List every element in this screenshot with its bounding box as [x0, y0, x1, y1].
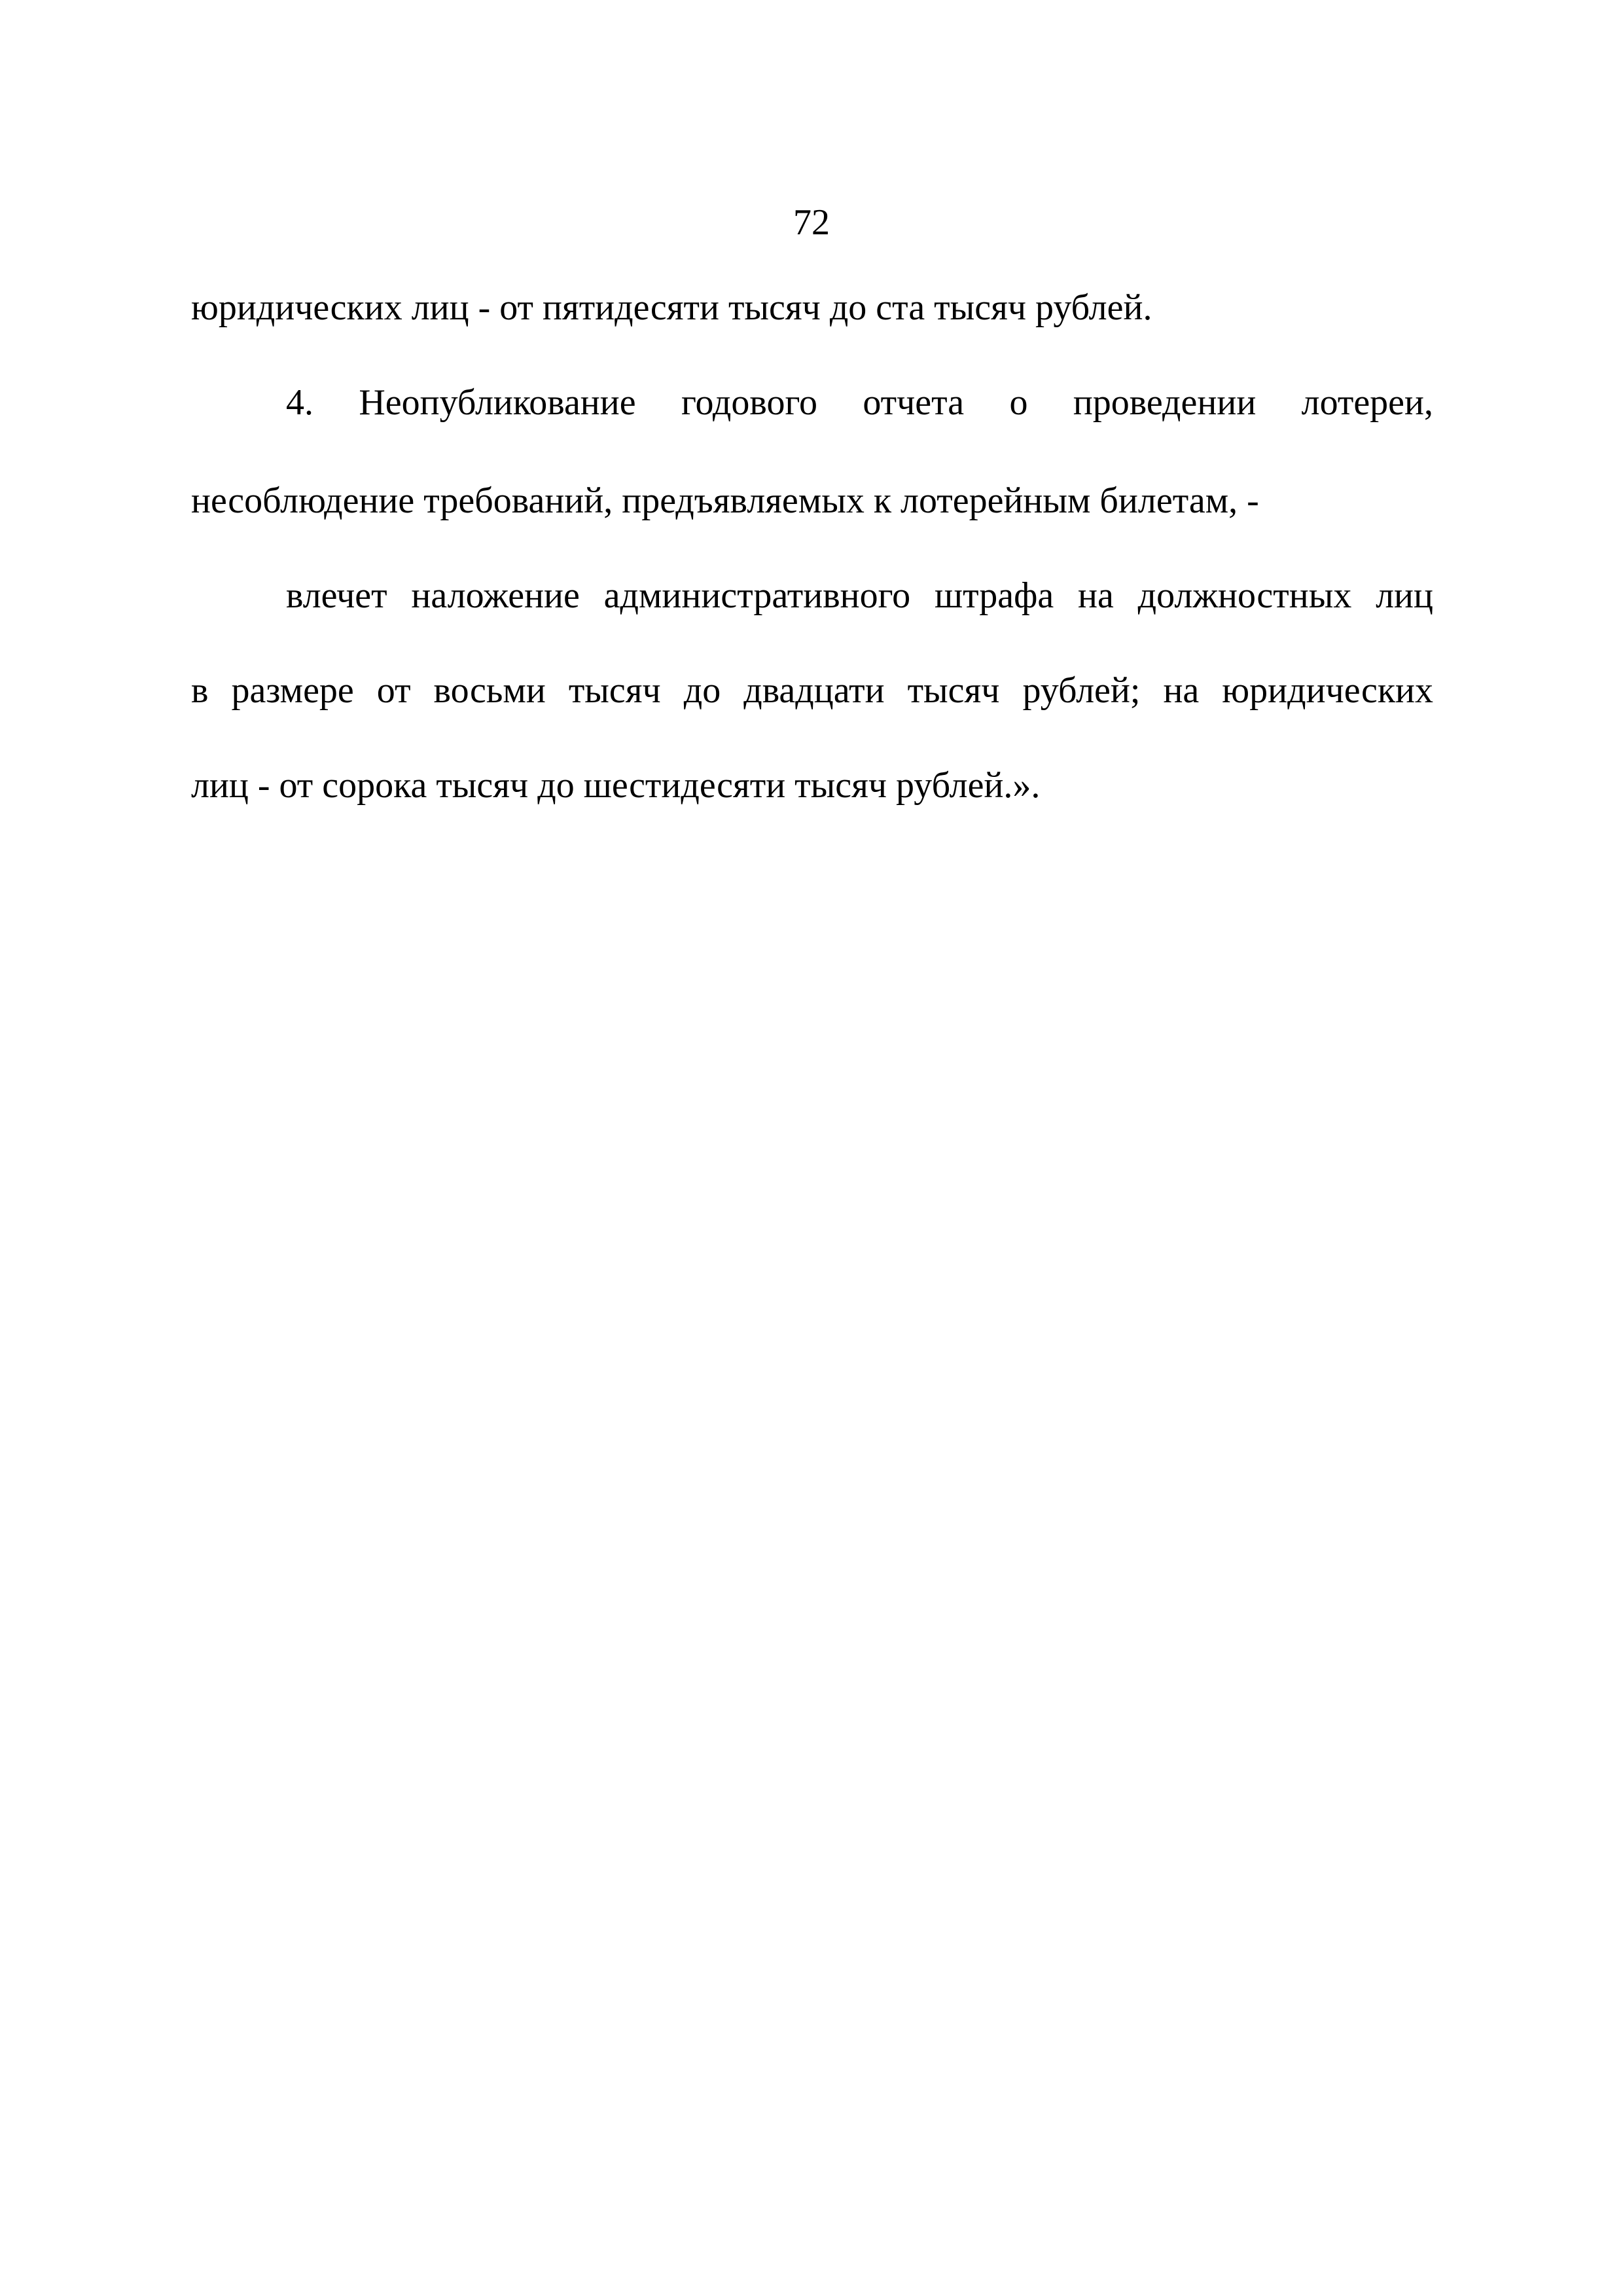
text-line-1: юридических лиц - от пятидесяти тысяч до ста тысяч рублей.: [191, 287, 1152, 328]
page-number: 72: [793, 202, 830, 243]
text-line-5: в размере от восьми тысяч до двадцати тысяч рублей; на юридических: [191, 670, 1433, 711]
text-line-2: 4. Неопубликование годового отчета о проведении лотереи,: [286, 382, 1433, 423]
text-line-4: влечет наложение административного штрафа на должностных лиц: [286, 575, 1433, 616]
text-line-6: лиц - от сорока тысяч до шестидесяти тысяч рублей.».: [191, 765, 1041, 806]
text-line-3: несоблюдение требований, предъявляемых к лотерейным билетам, -: [191, 480, 1259, 521]
